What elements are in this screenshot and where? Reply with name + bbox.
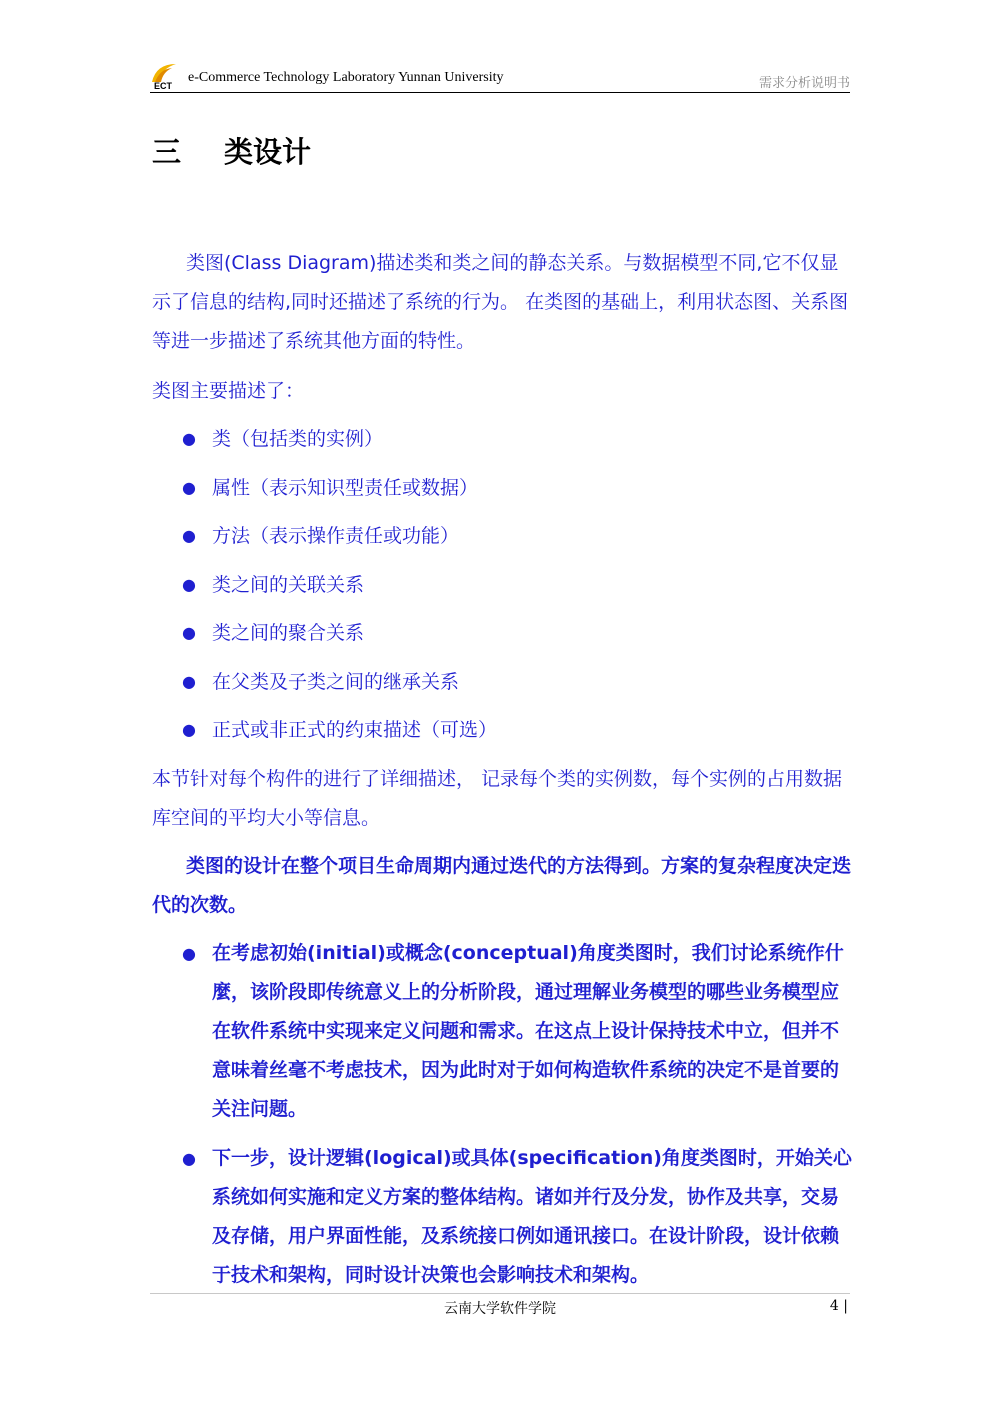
chapter-number: 三 bbox=[152, 135, 182, 169]
bullet-icon: ● bbox=[182, 1149, 196, 1168]
chapter-title: 类设计 bbox=[224, 135, 312, 169]
iteration-list bbox=[152, 934, 852, 1305]
bullet-icon: ● bbox=[182, 720, 196, 739]
list-item: ● 正式或非正式的约束描述（可选） bbox=[182, 719, 498, 741]
bullet-icon: ● bbox=[182, 944, 196, 963]
ect-logo-icon bbox=[150, 60, 182, 90]
chapter-heading bbox=[152, 130, 311, 171]
logo-text: ECT bbox=[154, 81, 172, 90]
bullet-icon: ● bbox=[182, 671, 196, 691]
header-organization: e-Commerce Technology Laboratory Yunnan University bbox=[188, 70, 504, 85]
header-doc-title: 需求分析说明书 bbox=[758, 76, 850, 91]
intro-paragraph: 类图(Class Diagram)描述类和类之间的静态关系。与数据模型不同,它不仅显示了信息的结构,同时还描述了系统的行为。 在类图的基础上，利用状态图、关系图等进一步描述了系统其他方面的特性。 bbox=[152, 252, 849, 352]
list-item: ● 类（包括类的实例） bbox=[182, 428, 384, 450]
list-item: ● 下一步，设计逻辑(logical)或具体(specification)角度类图时，开始关心系统如何实施和定义方案的整体结构。诸如并行及分发，协作及共享，交易及存储，用户界面性能，及系统接口例如通讯接口。在设计阶段，设计依赖于技术和架构，同时设计决策也会影响技术和架构。 bbox=[152, 1139, 852, 1295]
list-item: ● 方法（表示操作责任或功能） bbox=[182, 525, 460, 547]
bullet-icon: ● bbox=[182, 623, 196, 642]
describes-lead: 类图主要描述了： bbox=[152, 380, 305, 402]
list-item: ● 在父类及子类之间的继承关系 bbox=[182, 670, 460, 693]
list-item: ● 在考虑初始(initial)或概念(conceptual)角度类图时，我们讨论系统作什麼，该阶段即传统意义上的分析阶段，通过理解业务模型的哪些业务模型应在软件系统中实现来定义问题和需求。在这点上设计保持技术中立，但并不意味着丝毫不考虑技术，因为此时对于如何构造软件系统的决定不是首要的关注问题。 bbox=[152, 934, 852, 1129]
describes-list bbox=[152, 426, 852, 766]
page-footer bbox=[150, 1293, 850, 1322]
bullet-icon: ● bbox=[182, 526, 196, 545]
bullet-icon: ● bbox=[182, 574, 196, 594]
bullet-icon: ● bbox=[182, 429, 196, 448]
list-item: ● 属性（表示知识型责任或数据） bbox=[182, 476, 479, 499]
bullet-icon: ● bbox=[182, 477, 196, 497]
footer-institution: 云南大学软件学院 bbox=[444, 1301, 556, 1317]
page-header bbox=[150, 58, 850, 93]
footer-separator: | bbox=[843, 1298, 848, 1314]
list-item: ● 类之间的关联关系 bbox=[182, 573, 365, 596]
page-number: 4 | bbox=[829, 1298, 848, 1314]
list-item: ● 类之间的聚合关系 bbox=[182, 622, 365, 644]
section-note: 本节针对每个构件的进行了详细描述， 记录每个类的实例数，每个实例的占用数据库空间的平均大小等信息。 bbox=[152, 768, 843, 829]
iteration-intro: 类图的设计在整个项目生命周期内通过迭代的方法得到。方案的复杂程度决定迭代的次数。 bbox=[152, 855, 852, 916]
